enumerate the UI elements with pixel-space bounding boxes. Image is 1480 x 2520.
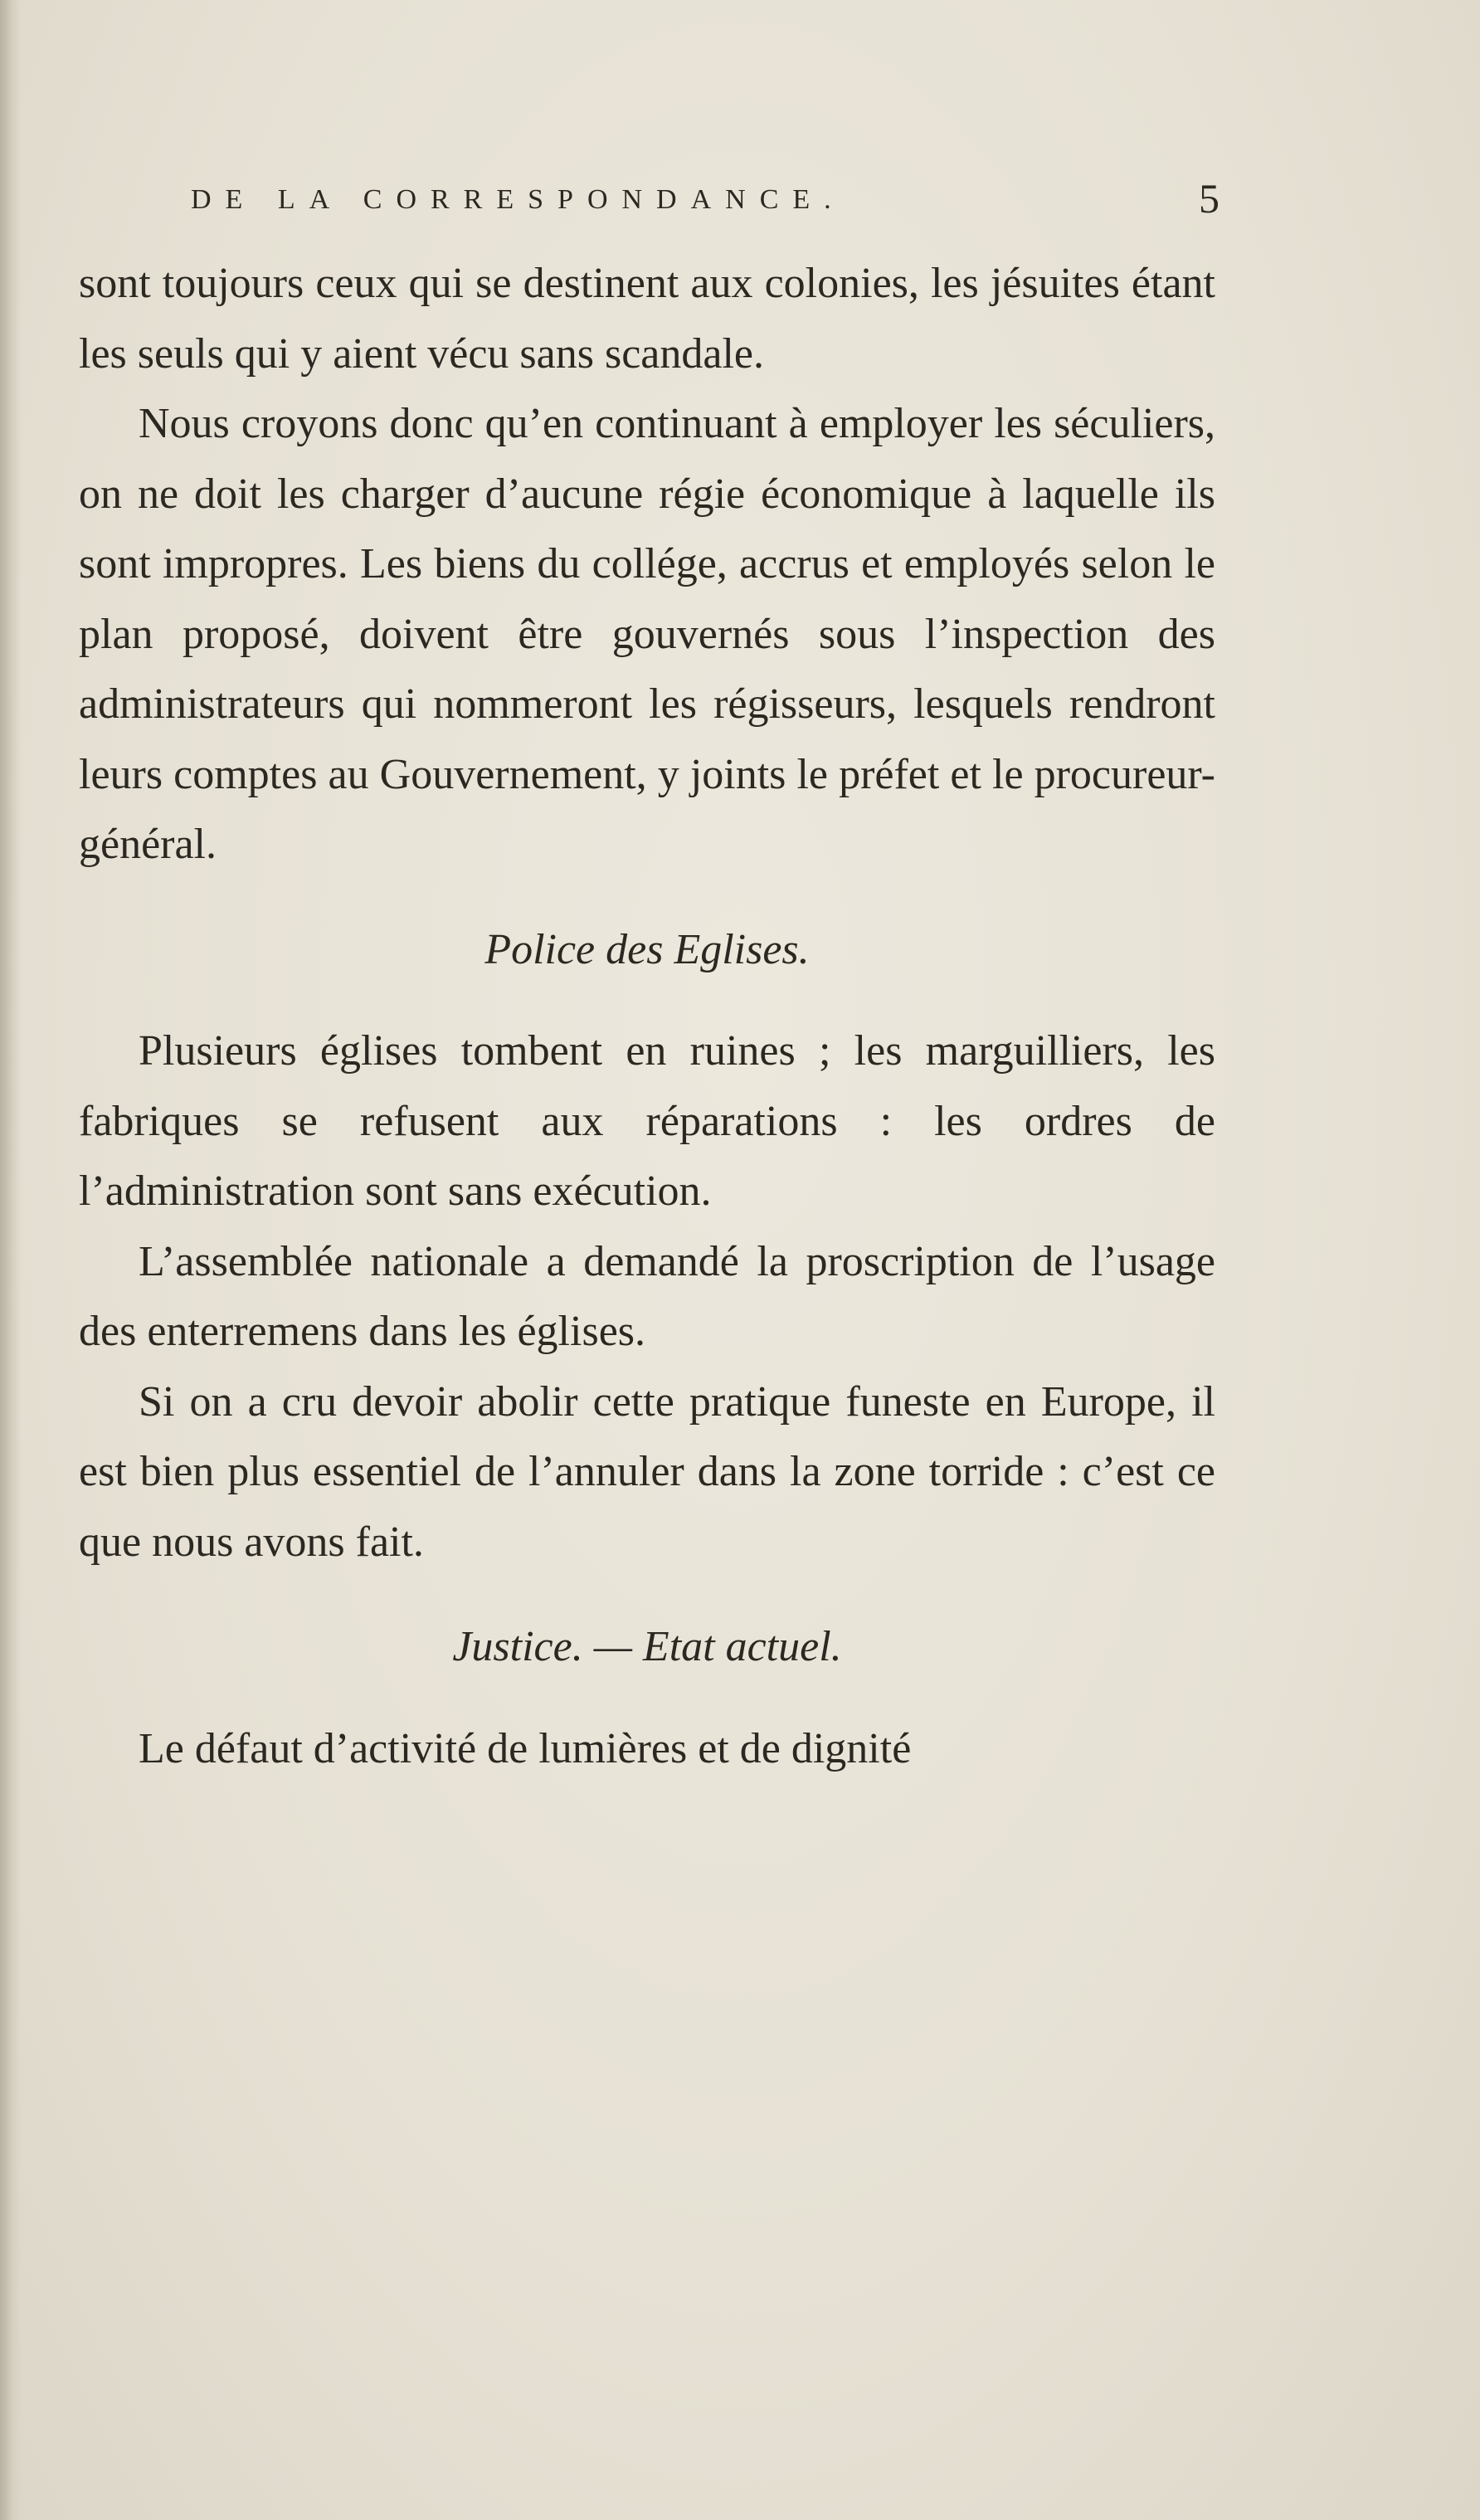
paragraph: sont toujours ceux qui se destinent aux colonies, les jésuites étant les seuls qui y aient vécu sans scandale. — [79, 260, 1215, 378]
page-number: 5 — [1199, 175, 1220, 222]
paragraph: Plusieurs églises tombent en ruines ; les marguilliers, les fabriques se refusent aux réparations : les ordres de l’administration sont sans exécution. — [79, 1027, 1215, 1215]
section-heading: Police des Eglises. — [484, 925, 810, 973]
paragraph: Le défaut d’activité de lumières et de dignité — [139, 1724, 912, 1772]
paragraph: Si on a cru devoir abolir cette pratique funeste en Europe, il est bien plus essentiel de l’annuler dans la zone torride : c’est ce que nous avons fait. — [79, 1377, 1215, 1566]
paragraph: L’assemblée nationale a demandé la proscription de l’usage des enterremens dans les églises. — [79, 1237, 1215, 1355]
running-head: DE LA CORRESPONDANCE. — [191, 184, 845, 215]
page-header — [191, 174, 1220, 232]
section-heading: Justice. — Etat actuel. — [452, 1623, 842, 1670]
paragraph: Nous croyons donc qu’en continuant à employer les séculiers, on ne doit les charger d’aucune régie économique à laquelle ils sont impropres. Les biens du collége, accrus et employés selon le plan proposé, doivent être gouvernés sous l’inspection des administrateurs qui nommeront les régisseurs, lesquels rendront leurs comptes au Gouvernement, y joints le préfet et le procureur-général. — [79, 400, 1215, 868]
page-body — [79, 249, 1215, 1784]
